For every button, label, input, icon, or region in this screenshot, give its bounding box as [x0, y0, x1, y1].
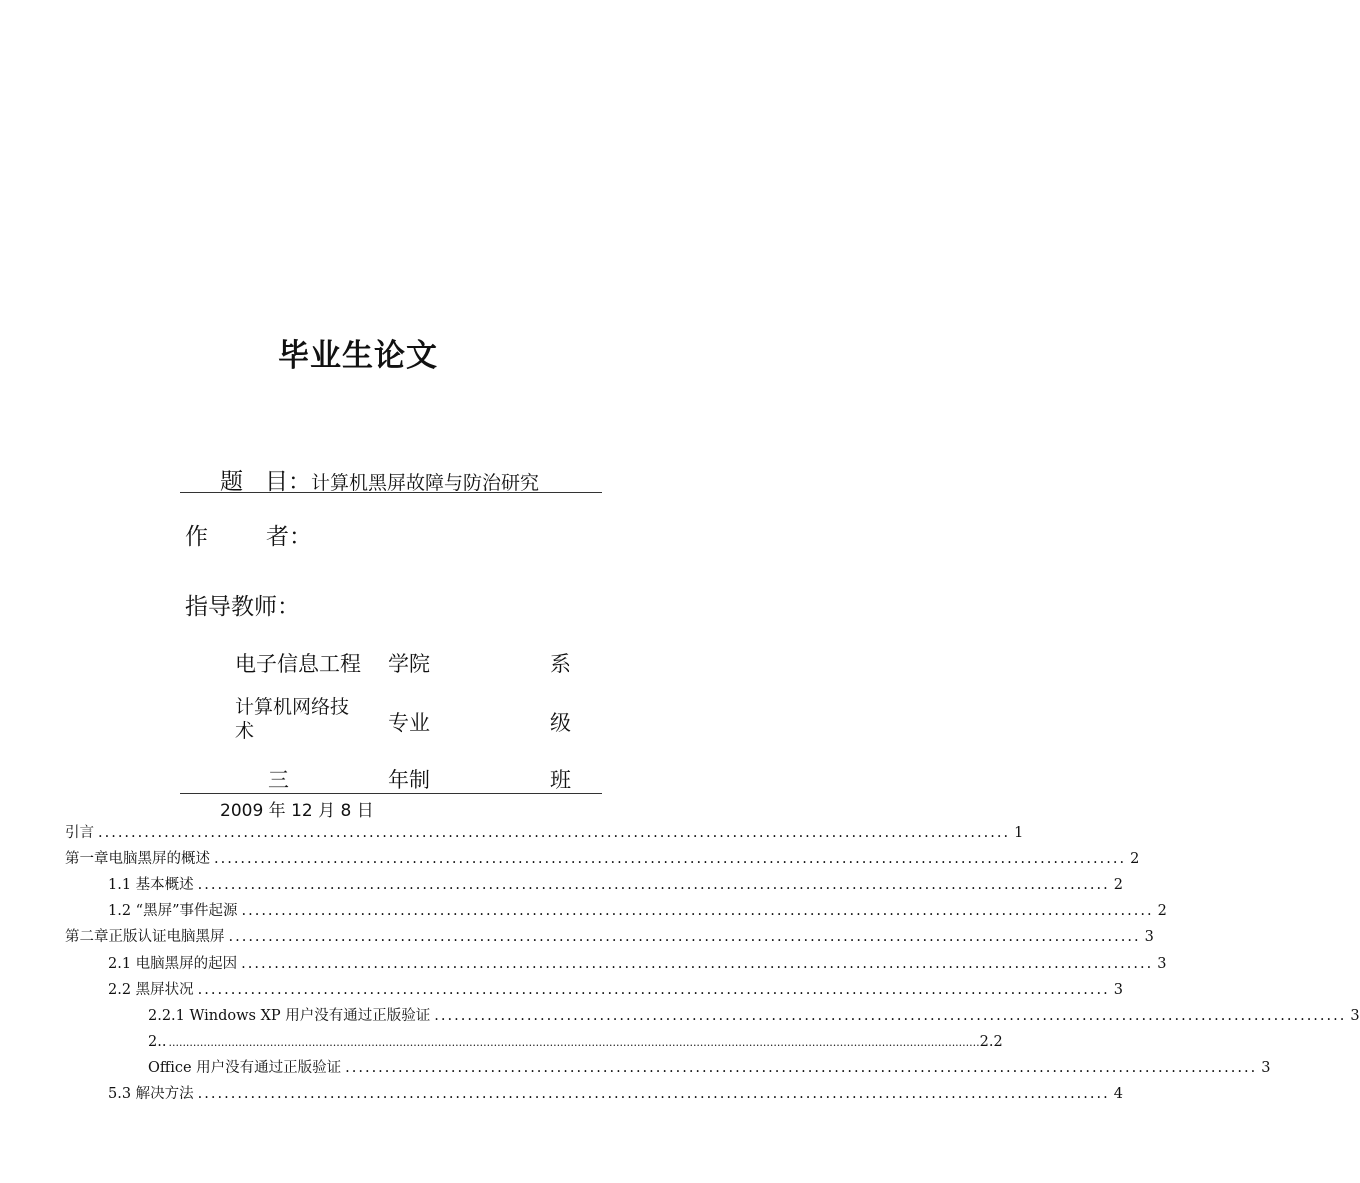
author-label-b: 者：: [266, 524, 312, 550]
toc-leader-dots: ..........................................................................................................................................: [434, 1008, 1347, 1024]
toc-entry-page: 3: [1144, 929, 1154, 945]
toc-leader-dots: ..........................................................................................................................................: [241, 903, 1154, 919]
program-years-suffix: 年制: [388, 768, 430, 792]
toc-entry[interactable]: [65, 924, 1154, 950]
department-name: 电子信息工程: [235, 652, 361, 676]
toc-entry-label: Office 用户没有通过正版验证: [148, 1060, 342, 1076]
toc-entry[interactable]: [108, 898, 1167, 924]
toc-entry-page: 3: [1113, 982, 1123, 998]
toc-entry-label: 1.2 “黑屏”事件起源: [108, 903, 238, 919]
toc-entry-page: 2.2: [979, 1034, 1003, 1050]
topic-text: 计算机黑屏故障与防治研究: [311, 472, 540, 494]
toc-entry-label: 1.1 基本概述: [108, 877, 194, 893]
department-unit: 系: [550, 652, 571, 676]
toc-entry[interactable]: [65, 820, 1024, 846]
toc-entry-label: 第二章正版认证电脑黑屏: [65, 929, 225, 945]
toc-entry-label: 2.2.1 Windows XP 用户没有通过正版验证: [148, 1008, 431, 1024]
toc-entry[interactable]: [108, 951, 1167, 977]
major-suffix: 专业: [388, 711, 430, 735]
class-underline: [180, 793, 602, 794]
toc-entry[interactable]: [65, 846, 1140, 872]
program-years: 三: [268, 768, 289, 792]
advisor-label: 指导教师：: [185, 594, 300, 620]
toc-entry-label: 第一章电脑黑屏的概述: [65, 851, 210, 867]
submission-date: 2009 年 12 月 8 日: [220, 801, 374, 821]
toc-leader-dots: ..........................................................................................................................................: [197, 982, 1110, 998]
toc-leader-dots: ........................................................................................................................................................................................................................................: [168, 1036, 980, 1049]
major-unit: 级: [550, 711, 571, 735]
toc-entry[interactable]: [108, 1081, 1123, 1107]
major-name: 计算机网络技术: [235, 696, 350, 742]
toc-leader-dots: ..........................................................................................................................................: [241, 956, 1154, 972]
toc-entry-page: 4: [1113, 1086, 1123, 1102]
toc-entry[interactable]: [148, 1029, 1003, 1055]
toc-entry[interactable]: [108, 977, 1123, 1003]
toc-leader-dots: ..........................................................................................................................................: [214, 851, 1127, 867]
toc-entry-page: 1: [1014, 825, 1024, 841]
toc-entry-label: 5.3 解决方法: [108, 1086, 194, 1102]
topic-underline: [180, 492, 602, 493]
toc-leader-dots: ..........................................................................................................................................: [228, 929, 1141, 945]
toc-entry-label: 2..: [148, 1034, 167, 1050]
thesis-title: 毕业生论文: [278, 338, 438, 374]
toc-entry-page: 2: [1157, 903, 1167, 919]
toc-entry-label: 2.2 黑屏状况: [108, 982, 194, 998]
author-label-a: 作: [185, 524, 208, 550]
topic-label-b: 目：: [265, 469, 311, 495]
author-row: [185, 518, 312, 551]
toc-entry-page: 2: [1113, 877, 1123, 893]
toc-entry-page: 3: [1157, 956, 1167, 972]
toc-entry[interactable]: [148, 1055, 1271, 1081]
toc-entry[interactable]: [148, 1003, 1360, 1029]
toc-entry[interactable]: [108, 872, 1123, 898]
department-suffix: 学院: [388, 652, 430, 676]
toc-entry-page: 3: [1261, 1060, 1271, 1076]
toc-leader-dots: ..........................................................................................................................................: [98, 825, 1011, 841]
toc-entry-label: 引言: [65, 825, 94, 841]
toc-entry-page: 2: [1130, 851, 1140, 867]
toc-leader-dots: ..........................................................................................................................................: [197, 877, 1110, 893]
topic-label-a: 题: [220, 469, 243, 495]
toc-entry-page: 3: [1350, 1008, 1360, 1024]
class-unit: 班: [550, 768, 571, 792]
toc-leader-dots: ..........................................................................................................................................: [345, 1060, 1258, 1076]
toc-leader-dots: ..........................................................................................................................................: [197, 1086, 1110, 1102]
toc-entry-label: 2.1 电脑黑屏的起因: [108, 956, 238, 972]
